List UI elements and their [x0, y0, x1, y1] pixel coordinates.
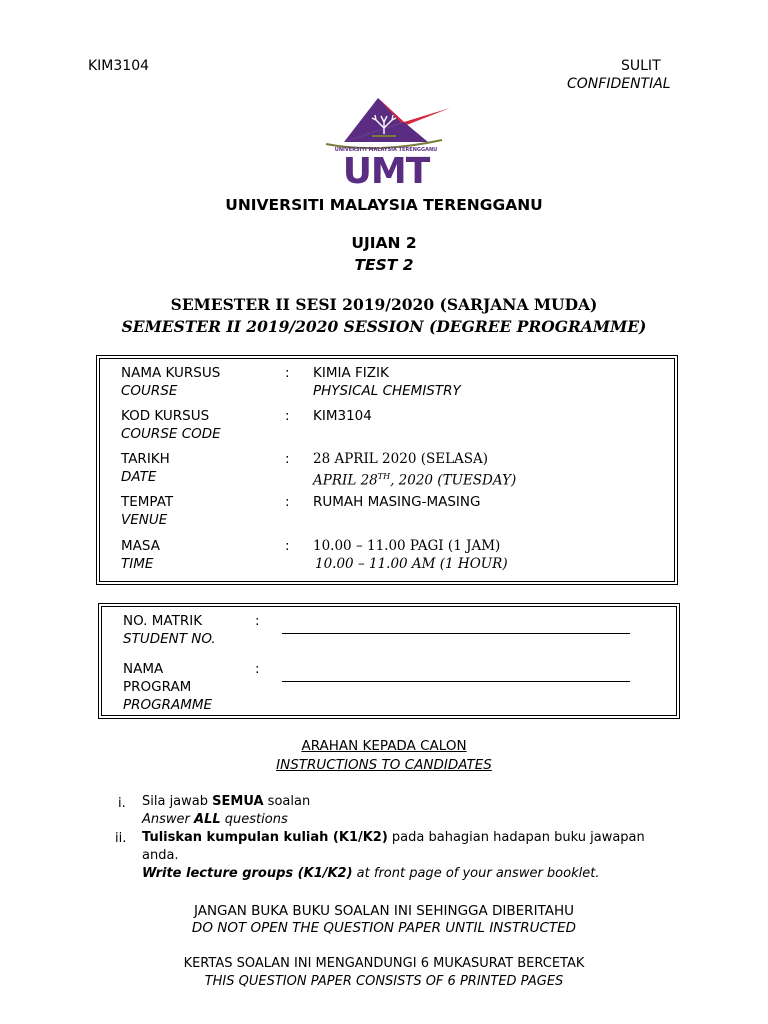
colon: : — [285, 538, 290, 554]
pages-note-en: THIS QUESTION PAPER CONSISTS OF 6 PRINTED PAGES — [204, 974, 564, 989]
semester-ms: SEMESTER II SESI 2019/2020 (SARJANA MUDA) — [170, 295, 598, 314]
instr1-en-post: questions — [220, 812, 288, 827]
instructions-heading-en: INSTRUCTIONS TO CANDIDATES — [276, 757, 492, 773]
time-label-ms: MASA — [121, 538, 160, 554]
instr1-en-pre: Answer — [142, 812, 195, 827]
warning-ms: JANGAN BUKA BUKU SOALAN INI SEHINGGA DIBERITAHU — [193, 903, 575, 919]
date-label-ms: TARIKH — [121, 451, 170, 467]
instr1-ms-pre: Sila jawab — [142, 794, 213, 809]
course-code-header: KIM3104 — [88, 58, 150, 74]
university-name: UNIVERSITI MALAYSIA TERENGGANU — [225, 196, 543, 214]
nama-label: NAMA — [123, 661, 164, 677]
instr1-ms-post: soalan — [263, 794, 311, 809]
program-label-en: PROGRAMME — [123, 697, 213, 713]
program-input-line[interactable] — [282, 681, 630, 682]
instr2-en-bold: Write lecture groups (K1/K2) — [142, 866, 353, 881]
instruction-1-en — [142, 812, 288, 827]
instruction-2-ms-line2: anda. — [142, 848, 179, 863]
date-en-post: , 2020 (TUESDAY) — [390, 472, 517, 489]
instr2-ms-post: pada bahagian hadapan buku jawapan — [387, 830, 645, 845]
colon: : — [285, 365, 290, 381]
colon: : — [285, 408, 290, 424]
sulit-label: SULIT — [621, 58, 661, 74]
instr1-en-bold: ALL — [194, 812, 221, 827]
matrik-label-ms: NO. MATRIK — [123, 613, 203, 629]
instructions-heading-ms: ARAHAN KEPADA CALON — [301, 738, 467, 754]
test-title-en: TEST 2 — [354, 256, 414, 274]
item-number: ii. — [115, 831, 127, 846]
program-label-ms: PROGRAM — [123, 679, 192, 695]
colon: : — [285, 494, 290, 510]
warning-en: DO NOT OPEN THE QUESTION PAPER UNTIL INSTRUCTED — [191, 920, 577, 936]
logo-small-text: UNIVERSITI MALAYSIA TERENGGANU — [334, 147, 438, 153]
matrik-input-line[interactable] — [282, 633, 630, 634]
instr1-ms-bold: SEMUA — [212, 794, 264, 809]
venue-label-en: VENUE — [121, 512, 168, 528]
course-value-ms: KIMIA FIZIK — [313, 365, 389, 381]
instr2-en-post: at front page of your answer booklet. — [352, 866, 600, 881]
pages-note-ms: KERTAS SOALAN INI MENGANDUNGI 6 MUKASURAT BERCETAK — [183, 956, 585, 971]
date-label-en: DATE — [121, 469, 157, 485]
course-value-en: PHYSICAL CHEMISTRY — [313, 383, 461, 399]
matrik-label-en: STUDENT NO. — [123, 631, 216, 647]
colon: : — [285, 451, 290, 467]
umt-logo — [318, 94, 454, 194]
date-en-sup: TH — [377, 472, 391, 481]
test-title-ms: UJIAN 2 — [351, 234, 417, 252]
instruction-2-ms — [142, 830, 645, 845]
colon: : — [255, 661, 260, 677]
instruction-1-ms — [142, 794, 310, 809]
logo-umt-text: UMT — [342, 151, 430, 192]
time-value-ms: 10.00 – 11.00 PAGI (1 JAM) — [313, 538, 501, 554]
course-code-value: KIM3104 — [313, 408, 372, 424]
item-number: i. — [118, 796, 126, 811]
date-en-pre: APRIL 28 — [313, 472, 378, 489]
course-code-label-en: COURSE CODE — [121, 426, 221, 442]
course-code-label-ms: KOD KURSUS — [121, 408, 210, 424]
date-value-ms: 28 APRIL 2020 (SELASA) — [313, 451, 489, 467]
venue-label-ms: TEMPAT — [121, 494, 174, 510]
venue-value: RUMAH MASING-MASING — [313, 494, 481, 510]
instruction-2-en — [142, 866, 599, 881]
colon: : — [255, 613, 260, 629]
instr2-ms-bold: Tuliskan kumpulan kuliah (K1/K2) — [142, 830, 388, 845]
time-label-en: TIME — [121, 556, 154, 572]
semester-en: SEMESTER II 2019/2020 SESSION (DEGREE PROGRAMME) — [121, 317, 647, 336]
course-label-ms: NAMA KURSUS — [121, 365, 221, 381]
date-value-en — [313, 468, 516, 490]
course-label-en: COURSE — [121, 383, 178, 399]
time-value-en: 10.00 – 11.00 AM (1 HOUR) — [315, 556, 508, 572]
confidential-label: CONFIDENTIAL — [567, 76, 671, 92]
